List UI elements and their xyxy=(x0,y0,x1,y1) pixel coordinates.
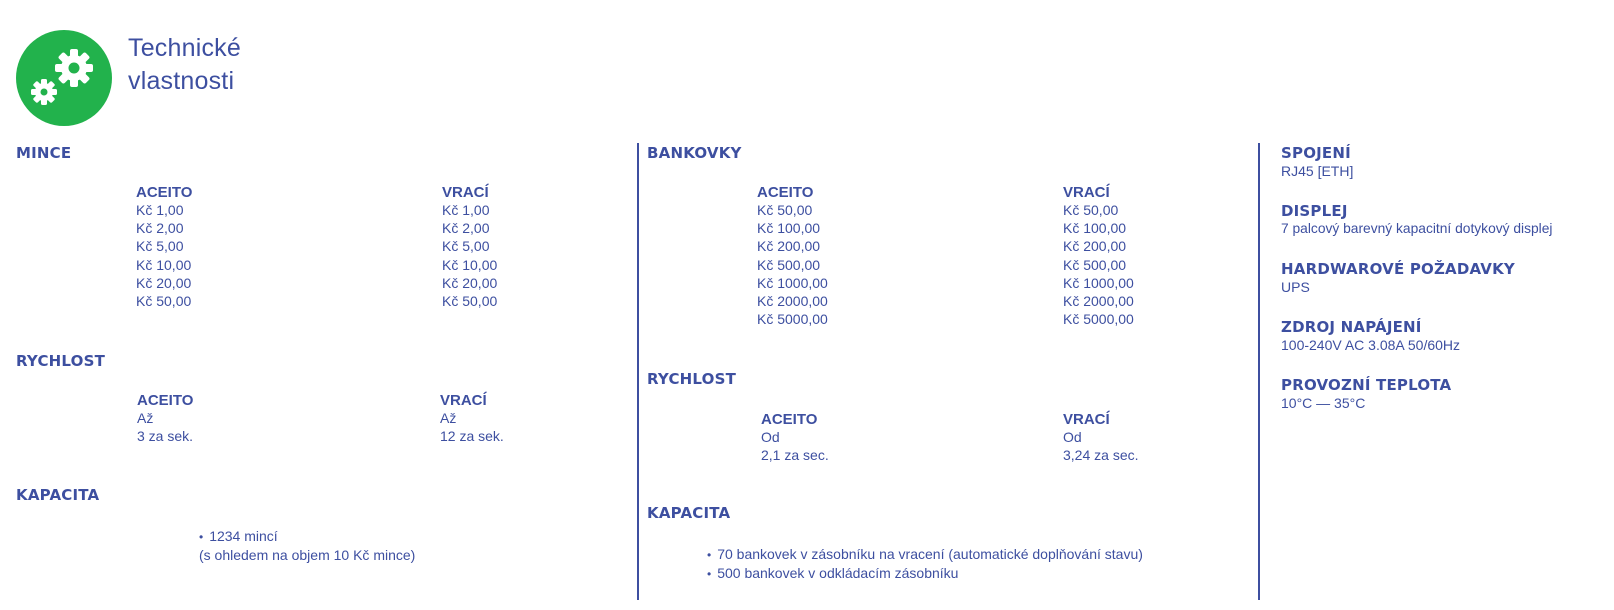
column-divider xyxy=(637,143,639,600)
list-item: Kč 2,00 xyxy=(136,220,184,237)
spec-power: ZDROJ NAPÁJENÍ 100-240V AC 3.08A 50/60Hz xyxy=(1281,318,1461,353)
bankovky-heading: BANKOVKY xyxy=(647,144,742,162)
list-item: Kč 5000,00 xyxy=(757,311,828,328)
list-item: • 1234 mincí xyxy=(199,527,415,546)
mince-capacity: • 1234 mincí (s ohledem na objem 10 Kč mince) xyxy=(199,527,415,564)
list-item: Kč 5000,00 xyxy=(1063,311,1134,328)
list-item: Kč 20,00 xyxy=(136,274,192,291)
mince-speed-heading: RYCHLOST xyxy=(16,352,106,370)
list-item: Kč 500,00 xyxy=(1063,256,1127,273)
bankovky-speed-heading: RYCHLOST xyxy=(647,370,737,388)
list-item: Kč 10,00 xyxy=(442,256,498,273)
list-item: Kč 50,00 xyxy=(442,293,498,310)
list-item: Kč 100,00 xyxy=(1063,220,1127,237)
gears-icon xyxy=(16,30,112,126)
spec-temperature: PROVOZNÍ TEPLOTA 10°C — 35°C xyxy=(1281,376,1452,411)
bankovky-speed-accept: ACEITO Od 2,1 za sec. xyxy=(761,411,829,464)
bankovky-capacity-heading: KAPACITA xyxy=(647,504,731,522)
list-item: Kč 200,00 xyxy=(757,238,821,255)
mince-heading: MINCE xyxy=(16,144,72,162)
spec-hardware: HARDWAROVÉ POŽADAVKY UPS xyxy=(1281,260,1515,295)
mince-speed-return: VRACÍ Až 12 za sek. xyxy=(440,392,504,445)
list-item: Kč 5,00 xyxy=(136,238,184,255)
bankovky-speed-return: VRACÍ Od 3,24 za sec. xyxy=(1063,411,1139,464)
bankovky-capacity xyxy=(707,545,1143,583)
spec-display: DISPLEJ 7 palcový barevný kapacitní dotykový displej xyxy=(1281,202,1553,236)
list-item: Kč 10,00 xyxy=(136,256,192,273)
list-item: Kč 1,00 xyxy=(442,202,490,218)
list-item: Kč 200,00 xyxy=(1063,238,1127,255)
list-item: Kč 50,00 xyxy=(136,293,192,310)
page-title: Technické vlastnosti xyxy=(128,34,241,95)
mince-accept-list: ACEITO Kč 1,00 Kč 2,00 Kč 5,00 Kč 10,00 Kč 20,00 Kč 50,00 xyxy=(136,184,193,310)
bankovky-return-list: VRACÍ Kč 50,00 Kč 100,00 Kč 200,00 Kč 500,00 Kč 1000,00 Kč 2000,00 Kč 5000,00 xyxy=(1063,184,1134,328)
list-item: Kč 100,00 xyxy=(757,220,821,237)
list-item: Kč 1000,00 xyxy=(1063,274,1134,291)
list-item: Kč 500,00 xyxy=(757,256,821,273)
list-item: Kč 50,00 xyxy=(757,202,813,218)
spec-connection: SPOJENÍ RJ45 [ETH] xyxy=(1281,144,1354,179)
mince-return-list: VRACÍ Kč 1,00 Kč 2,00 Kč 5,00 Kč 10,00 Kč 20,00 Kč 50,00 xyxy=(442,184,498,310)
mince-speed-accept: ACEITO Až 3 za sek. xyxy=(137,392,194,445)
list-item: Kč 1,00 xyxy=(136,202,184,218)
mince-capacity-heading: KAPACITA xyxy=(16,486,100,504)
specs-list xyxy=(1281,144,1606,434)
list-item: • 70 bankovek v zásobníku na vracení (automatické doplňování stavu) xyxy=(707,545,1143,564)
list-item: • 500 bankovek v odkládacím zásobníku xyxy=(707,564,1143,583)
list-item: Kč 1000,00 xyxy=(757,274,828,291)
list-item: Kč 20,00 xyxy=(442,274,498,291)
list-item: Kč 50,00 xyxy=(1063,202,1119,218)
list-item: Kč 2,00 xyxy=(442,220,490,237)
list-item: Kč 5,00 xyxy=(442,238,490,255)
list-item: Kč 2000,00 xyxy=(1063,293,1134,310)
list-item: Kč 2000,00 xyxy=(757,293,828,310)
column-divider xyxy=(1258,143,1260,600)
bankovky-accept-list: ACEITO Kč 50,00 Kč 100,00 Kč 200,00 Kč 500,00 Kč 1000,00 Kč 2000,00 Kč 5000,00 xyxy=(757,184,828,328)
